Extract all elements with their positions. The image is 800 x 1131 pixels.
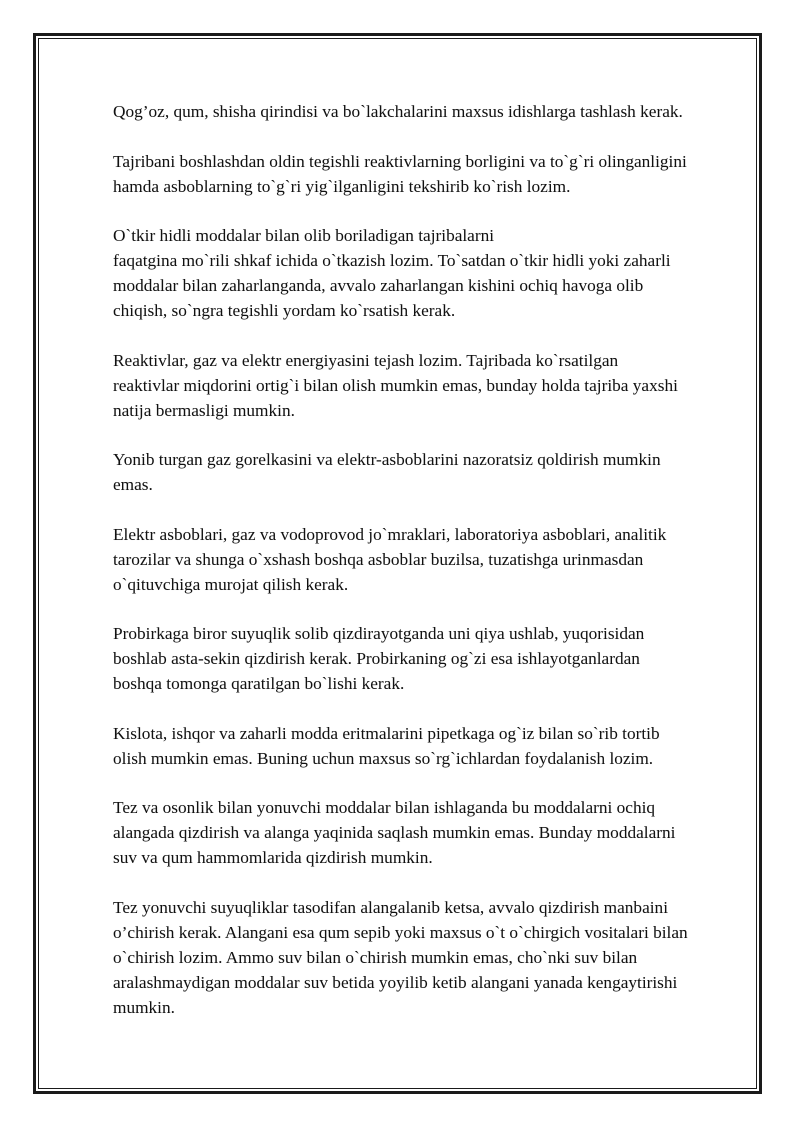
paragraph-7: Probirkaga biror suyuqlik solib qizdirayotganda uni qiya ushlab, yuqorisidan boshlab asta-sekin qizdirish kerak. Probirkaning og`zi esa ishlayotganlardan boshqa tomonga qaratilgan bo`lishi kerak.: [113, 624, 645, 693]
paragraph-8: Kislota, ishqor va zaharli modda eritmalarini pipetkaga og`iz bilan so`rib tortib olish mumkin emas. Buning uchun maxsus so`rg`ichlardan foydalanish lozim.: [113, 723, 660, 768]
paragraph-3: O`tkir hidli moddalar bilan olib boriladigan tajribalarni faqatgina mo`rili shkaf ichida o`tkazish lozim. To`satdan o`tkir hidli yoki zaharli moddalar bilan zaharlanganda, avvalo zaharlangan kishini ochiq havoga olib chiqish, so`ngra tegishli yordam ko`rsatish kerak.: [113, 226, 671, 320]
paragraph-6: Elektr asboblari, gaz va vodoprovod jo`mraklari, laboratoriya asboblari, analitik tarozilar va shunga o`xshash boshqa asboblar buzilsa, tuzatishga urinmasdan o`qituvchiga murojat qilish kerak.: [113, 524, 667, 594]
paragraph-9: Tez va osonlik bilan yonuvchi moddalar bilan ishlaganda bu moddalarni ochiq alangada qizdirish va alanga yaqinida saqlash mumkin emas. Bunday moddalarni suv va qum hammomlarida qizdirish mumkin.: [113, 798, 676, 867]
paragraph-10: Tez yonuvchi suyuqliklar tasodifan alangalanib ketsa, avvalo qizdirish manbaini o’chirish kerak. Alangani esa qum sepib yoki maxsus o`t o`chirgich vositalari bilan o`chirish lozim. Ammo suv bilan o`chirish mumkin emas, cho`nki suv bilan aralashmaydigan moddalar suv betida yoyilib ketib alangani yanada kengaytirishi mumkin.: [113, 897, 688, 1017]
paragraph-4: Reaktivlar, gaz va elektr energiyasini tejash lozim. Tajribada ko`rsatilgan reaktivlar miqdorini ortig`i bilan olish mumkin emas, bunday holda tajriba yaxshi natija bermasligi mumkin.: [113, 350, 678, 420]
paragraph-1: Qog’oz, qum, shisha qirindisi va bo`lakchalarini maxsus idishlarga tashlash kerak.: [113, 102, 683, 121]
paragraph-5: Yonib turgan gaz gorelkasini va elektr-asboblarini nazoratsiz qoldirish mumkin emas.: [113, 450, 661, 494]
paragraph-2: Tajribani boshlashdan oldin tegishli reaktivlarning borligini va to`g`ri olinganligini hamda asboblarning to`g`ri yig`ilganligini tekshirib ko`rish lozim.: [113, 151, 687, 196]
document-body: [113, 99, 753, 1044]
